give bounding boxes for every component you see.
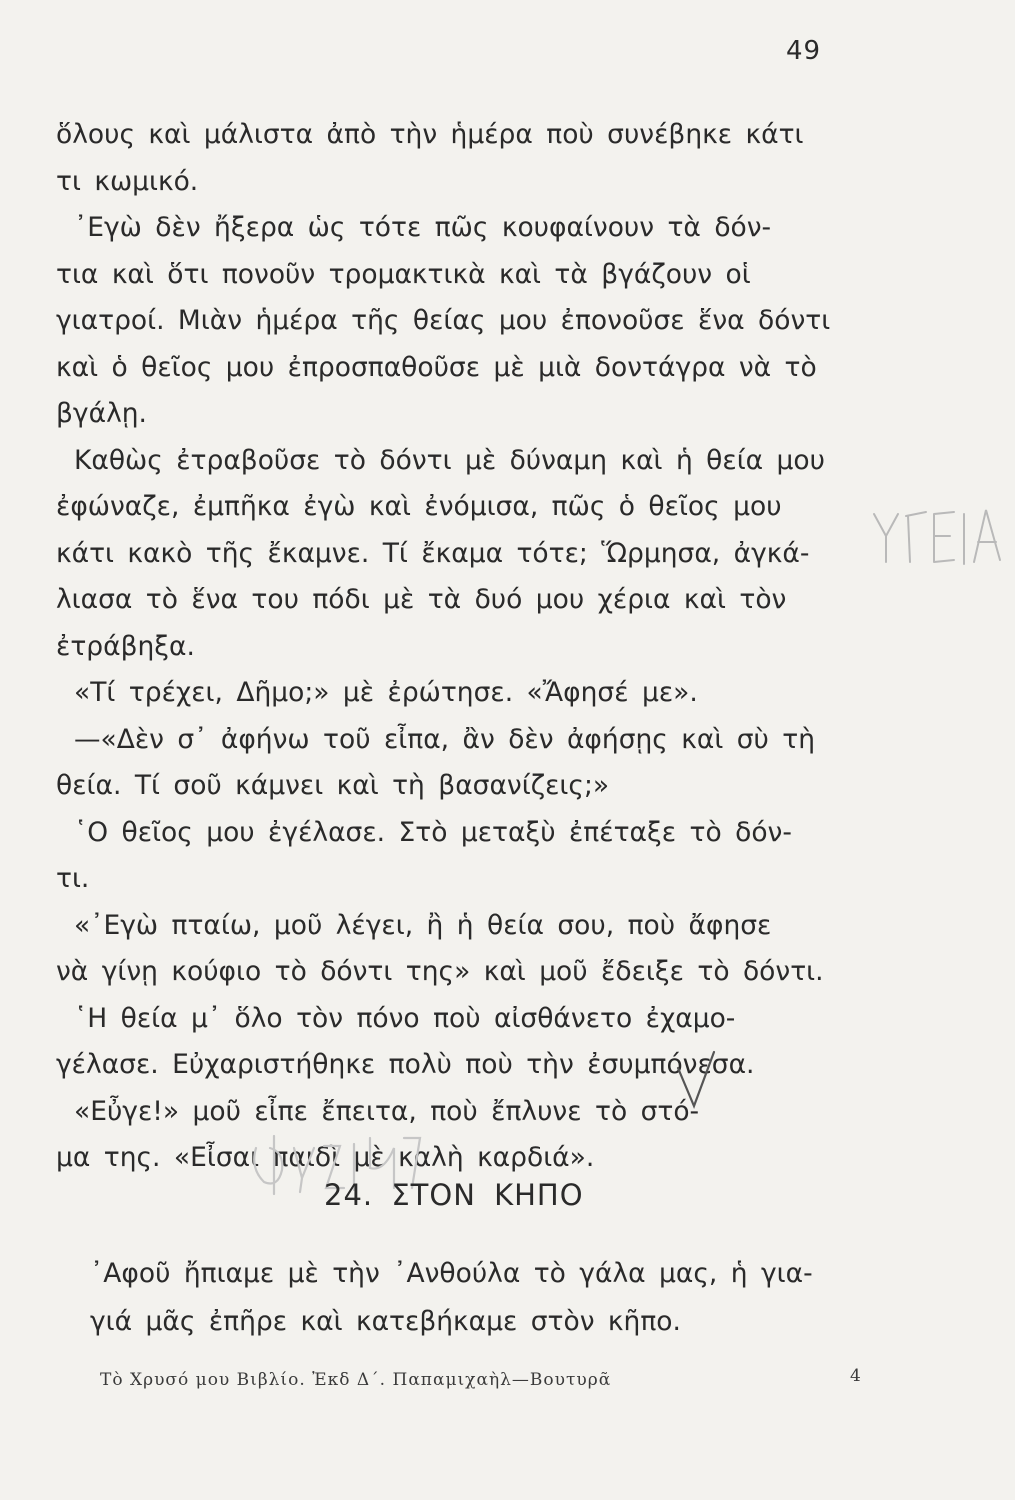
section-text: [90, 1250, 890, 1346]
text-line: «Τί τρέχει, Δῆμο;» μὲ ἐρώτησε. «Ἄφησέ με».: [74, 677, 698, 708]
section-heading: 24. ΣΤΟΝ ΚΗΠΟ: [324, 1178, 584, 1212]
text-line: τια καὶ ὅτι πονοῦν τρομακτικὰ καὶ τὰ βγάζουν οἱ: [56, 258, 751, 290]
text-line: ῾Η θεία μ᾿ ὅλο τὸν πόνο ποὺ αἰσθάνετο ἐχαμο-: [74, 1002, 736, 1034]
text-line: ἐφώναζε, ἐμπῆκα ἐγὼ καὶ ἐνόμισα, πῶς ὁ θεῖος μου: [56, 491, 782, 522]
text-line: γέλασε. Εὐχαριστήθηκε πολὺ ποὺ τὴν ἐσυμπόνεσα.: [56, 1049, 755, 1080]
text-line: θεία. Τί σοῦ κάμνει καὶ τὴ βασανίζεις;»: [56, 770, 610, 801]
page-number: 49: [786, 36, 822, 66]
text-line: γιατροί. Μιὰν ἡμέρα τῆς θείας μου ἐπονοῦσε ἕνα δόντι: [56, 305, 831, 336]
text-line: βγάλῃ.: [56, 398, 147, 429]
text-line: ῾Ο θεῖος μου ἐγέλασε. Στὸ μεταξὺ ἐπέταξε τὸ δόν-: [74, 816, 792, 848]
text-line: γιά μᾶς ἐπῆρε καὶ κατεβήκαμε στὸν κῆπο.: [90, 1306, 681, 1337]
text-line: ᾿Εγὼ δὲν ἤξερα ὡς τότε πῶς κουφαίνουν τὰ δόν-: [74, 212, 772, 243]
footer-signature: Τὸ Χρυσό μου Βιβλίο. Ἐκδ Δ΄. Παπαμιχαὴλ—Βουτυρᾶ: [100, 1370, 612, 1390]
text-line: νὰ γίνῃ κούφιο τὸ δόντι της» καὶ μοῦ ἔδειξε τὸ δόντι.: [56, 956, 824, 987]
text-line: —«Δὲν σ᾿ ἀφήνω τοῦ εἶπα, ἂν δὲν ἀφήσῃς καὶ σὺ τὴ: [74, 723, 816, 755]
margin-handwriting: [868, 492, 1008, 572]
footer-sheet-number: 4: [850, 1366, 861, 1386]
text-line: κάτι κακὸ τῆς ἔκαμνε. Τί ἔκαμα τότε; Ὥρμησα, ἀγκά-: [56, 537, 810, 569]
text-line: ὅλους καὶ μάλιστα ἀπὸ τὴν ἡμέρα ποὺ συνέβηκε κάτι: [56, 119, 804, 150]
text-line: μα της. «Εἶσαι παιδὶ μὲ καλὴ καρδιά».: [56, 1142, 595, 1173]
text-line: Καθὼς ἐτραβοῦσε τὸ δόντι μὲ δύναμη καὶ ἡ θεία μου: [74, 444, 825, 476]
text-line: ᾿Αφοῦ ἤπιαμε μὲ τὴν ᾿Ανθούλα τὸ γάλα μας, ἡ για-: [90, 1258, 813, 1289]
text-line: «᾿Εγὼ πταίω, μοῦ λέγει, ἢ ἡ θεία σου, ποὺ ἄφησε: [74, 909, 772, 941]
text-line: τι κωμικό.: [56, 165, 199, 197]
text-line: τι.: [56, 863, 90, 894]
text-line: καὶ ὁ θεῖος μου ἐπροσπαθοῦσε μὲ μιὰ δοντάγρα νὰ τὸ: [56, 351, 817, 383]
text-line: λιασα τὸ ἕνα του πόδι μὲ τὰ δυό μου χέρια καὶ τὸν: [56, 584, 787, 615]
text-line: «Εὖγε!» μοῦ εἶπε ἔπειτα, ποὺ ἔπλυνε τὸ στό-: [74, 1095, 700, 1127]
text-line: ἐτράβηξα.: [56, 630, 195, 662]
body-text: [56, 112, 876, 1182]
